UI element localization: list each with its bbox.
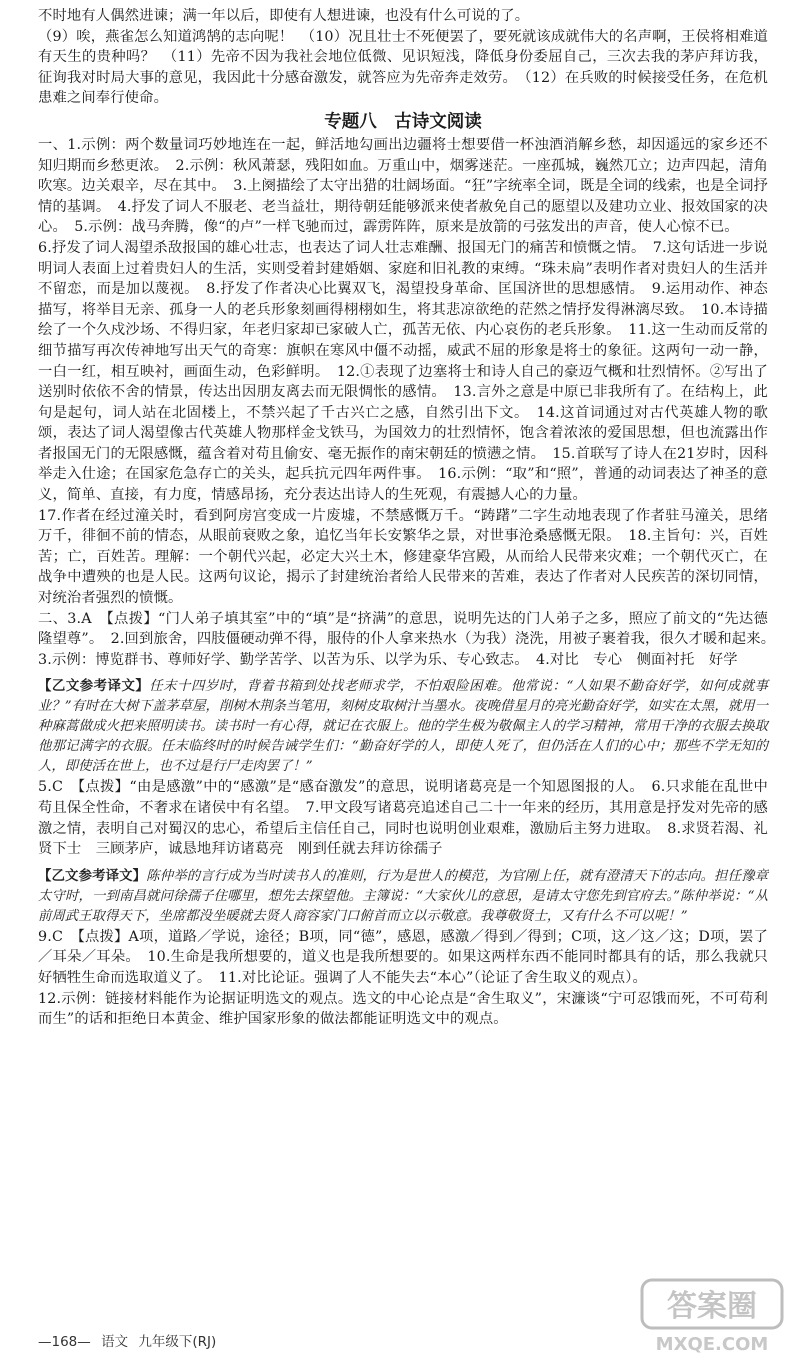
page-number: —168— <box>38 1334 91 1350</box>
part2a-answers: 二、3.A 【点拨】“门人弟子填其室”中的“填”是“挤满”的意思，说明先达的门人弟子之多，照应了前文的“先达德隆望尊”。 2.回到旅舍，四肢僵硬动弹不得，服侍的仆人拿来热水（为我）浇洗，用被子裹着我，很久才暖和起来。 3.示例：博览群书、尊师好学、勤学苦学、以苦为乐、以学为乐、专心致志。 4.对比 专心 侧面衬托 好学 <box>38 610 783 668</box>
intro-paragraph: 不时地有人偶然进谏；满一年以后，即使有人想进谏，也没有什么可说的了。 （9）唉，燕雀怎么知道鸿鹄的志向呢！ （10）况且壮士不死便罢了，要死就该成就伟大的名声啊，王侯将相难道有天生的贵种吗？ （11）先帝不因为我社会地位低微、见识短浅，降低身份委屈自己，三次去我的茅庐拜访我，征询我对时局大事的意见，我因此十分感奋激发，就答应为先帝奔走效劳。 （12）在兵败的时候接受任务，在危机患难之间奉行使命。 <box>38 8 768 107</box>
translation-c-label: 【乙文参考译文】 <box>38 867 147 884</box>
translation-b <box>38 676 768 777</box>
translation-c-text: 陈仲举的言行成为当时读书人的准则，行为是世人的模范，为官刚上任，就有澄清天下的志向。担任豫章太守时，一到南昌就问徐孺子住哪里，想先去探望他。主簿说：“大家伙儿的意思，是请太守您先到官府去。”陈仲举说：“从前周武王取得天下，坐席都没坐暖就去贤人商容家门口俯首而立以示敬意。我尊敬贤士，又有什么不可以呢！” <box>38 868 769 924</box>
part2b-answers: 5.C 【点拨】“由是感激”中的“感激”是“感奋激发”的意思，说明诸葛亮是一个知恩图报的人。 6.只求能在乱世中苟且保全性命，不奢求在诸侯中有名望。 7.甲文段写诸葛亮追述自己二十一年来的经历，其用意是抒发对先帝的感激之情，表明自己对蜀汉的忠心，希望后主信任自己，同时也说明创业艰难，激励后主努力进取。 8.求贤若渴、礼贤下士 三顾茅庐，诚恳地拜访诸葛亮 刚到任就去拜访徐孺子 <box>38 779 768 858</box>
section-title: 专题八 古诗文阅读 <box>324 111 482 132</box>
subject-label: 语文 <box>101 1334 129 1350</box>
watermark-main-text: 答案圈 <box>667 1289 757 1324</box>
watermark-url-text: MXQE.COM <box>655 1334 769 1355</box>
part2c-answers: 9.C 【点拨】A项，道路／学说，途径；B项，同“德”，感恩，感激／得到／得到；C项，这／这／这；D项，罢了／耳朵／耳朵。 10.生命是我所想要的，道义也是我所想要的。如果这两样东西不能同时都具有的话，那么我就只好牺牲生命而选取道义了。 11.对比论证。强调了人不能失去“本心”（论证了舍生取义的观点）。 12.示例：链接材料能作为论据证明选文的观点。选文的中心论点是“舍生取义”，宋濂谈“宁可忍饿而死，不可苟利而生”的话和拒绝日本黄金、维护国家形象的做法都能证明选文中的观点。 <box>38 928 768 1028</box>
translation-c <box>38 866 768 927</box>
document-page <box>38 6 783 1030</box>
watermark-logo <box>638 1276 786 1356</box>
part1-answers: 一、1.示例：两个数量词巧妙地连在一起，鲜活地勾画出边疆将士想要借一杯浊酒消解乡愁，却因遥远的家乡还不知归期而乡愁更浓。 2.示例：秋风萧瑟，残阳如血。万重山中，烟雾迷茫。一座孤城，巍然兀立；边声四起，清角吹寒。边关艰辛，尽在其中。 3.上阕描绘了太守出猎的壮阔场面。“狂”字统率全词，既是全词的线索，也是全词抒情的基调。 4.抒发了词人不服老、老当益壮，期待朝廷能够派来使者赦免自己的愿望以及建功立业、报效国家的决心。 5.示例：战马奔腾，像“的卢”一样飞驰而过，霹雳阵阵，原来是放箭的弓弦发出的声音，使人心惊不已。 6.抒发了词人渴望杀敌报国的雄心壮志，也表达了词人壮志难酬、报国无门的痛苦和愤慨之情。 7.这句话进一步说明词人表面上过着贵妇人的生活，实则受着封建婚姻、家庭和旧礼教的束缚。“珠未扃”表明作者对贵妇人的生活并不留恋，而是加以蔑视。 8.抒发了作者决心比翼双飞，渴望投身革命、匡国济世的思想感情。 9.运用动作、神态描写，将举目无亲、孤身一人的老兵形象刻画得栩栩如生，将其悲凉欲绝的茫然之情抒发得淋漓尽致。 10.本诗描绘了一个久戍沙场、不得归家，年老归家却已家破人亡，孤苦无依、内心哀伤的老兵形象。 11.这一生动而反常的细节描写再次传神地写出天气的奇寒：旗帜在寒风中僵不动摇，威武不屈的形象是将士的象征。这两句一动一静，一白一红，相互映衬，画面生动，色彩鲜明。 12.①表现了边塞将士和诗人自己的豪迈气概和壮烈情怀。②写出了送别时依依不舍的情景，传达出因朋友离去而无限惆怅的感情。 13.言外之意是中原已非我所有了。在结构上，此句是起句，词人站在北固楼上，不禁兴起了千古兴亡之感，自然引出下文。 14.这首词通过对古代英雄人物的歌颂，表达了词人渴望像古代英雄人物那样金戈铁马，为国效力的壮烈情怀，饱含着浓浓的爱国思想，但也流露出作者报国无门的无限感慨，蕴含着对苟且偷安、毫无振作的南宋朝廷的愤懑之情。 15.首联写了诗人在21岁时，因科举走入仕途；在国家危急存亡的关头，起兵抗元四年两件事。 16.示例：“取”和“照”，普通的动词表达了神圣的意义，简单、直接，有力度，情感昂扬，充分表达出诗人的生死观，有震撼人心的力量。 17.作者在经过潼关时，看到阿房宫变成一片废墟，不禁感慨万千。“踌躇”二字生动地表现了作者驻马潼关，思绪万千，徘徊不前的情态，从眼前衰败之象，追忆当年长安繁华之景，对世事沧桑感慨无限。 18.主旨句：兴，百姓苦；亡，百姓苦。理解：一个朝代兴起，必定大兴土木，修建豪华宫殿，从而给人民带来灾难；一个朝代灭亡，在战争中遭殃的也是人民。这两句议论，揭示了封建统治者给人民带来的苦难，表达了作者对人民疾苦的深切同情，对统治者强烈的愤慨。 <box>38 136 768 607</box>
grade-label: 九年级下(RJ) <box>138 1334 217 1350</box>
page-footer <box>38 1330 222 1350</box>
translation-b-text: 任末十四岁时，背着书箱到处找老师求学，不怕艰险困难。他常说：“人如果不勤奋好学，如何成就事业？”有时在大树下盖茅草屋，削树木荆条当笔用，刻树皮取树汁当墨水。夜晚借星月的亮光勤奋好学，如实在太黑，就用一种麻蒿做成火把来照明读书。读书时一有心得，就记在衣服上。他的学生极为敬佩主人的学习精神，常用干净的衣服去换取他那记满字的衣服。任末临终时的时候告诫学生们：“勤奋好学的人，即使人死了，但仍活在人们的心中；那些不学无知的人，即使活在世上，也不过是行尸走肉罢了！” <box>38 679 769 775</box>
translation-b-label: 【乙文参考译文】 <box>38 678 150 695</box>
